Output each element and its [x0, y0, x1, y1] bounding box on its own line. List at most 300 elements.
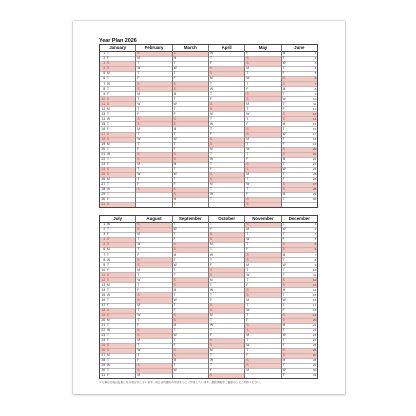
- day-number: 17: [101, 131, 106, 136]
- weekday-letter: S: [173, 86, 176, 91]
- weekday-letter: F: [246, 121, 249, 126]
- weekday-letter: F: [137, 146, 140, 151]
- day-number: 27: [101, 182, 106, 187]
- weekday-letter: S: [107, 237, 110, 242]
- weekday-letter: T: [282, 302, 285, 307]
- weekday-letter: S: [137, 327, 140, 332]
- weekday-letter: M: [282, 51, 286, 56]
- weekday-letter: T: [209, 162, 212, 166]
- weekday-letter: S: [209, 302, 213, 307]
- weekday-letter: W: [137, 172, 141, 177]
- weekday-letter: T: [173, 141, 176, 146]
- weekday-letter: T: [107, 227, 109, 232]
- day-number: 3: [103, 61, 106, 66]
- day-row: [282, 203, 317, 207]
- weekday-letter: T: [107, 121, 109, 126]
- weekday-letter: S: [173, 242, 176, 247]
- month-header: September: [173, 216, 208, 223]
- weekday-letter: T: [282, 66, 285, 71]
- month-header: February: [136, 45, 171, 52]
- weekday-letter: S: [173, 121, 176, 126]
- weekday-letter: W: [173, 136, 177, 141]
- weekday-letter: S: [173, 247, 176, 252]
- weekday-letter: T: [137, 141, 140, 146]
- day-number-right: 1: [314, 51, 317, 56]
- weekday-letter: T: [209, 247, 212, 252]
- weekday-letter: T: [137, 272, 140, 277]
- weekday-letter: T: [209, 353, 212, 358]
- day-row: [209, 203, 244, 207]
- weekday-letter: S: [246, 96, 249, 101]
- day-row: [209, 374, 244, 378]
- weekday-letter: S: [137, 222, 140, 227]
- weekday-letter: F: [246, 247, 249, 252]
- day-row: [282, 374, 317, 378]
- weekday-letter: W: [209, 121, 213, 126]
- weekday-letter: T: [107, 358, 109, 363]
- weekday-letter: S: [137, 156, 140, 161]
- day-number: 21: [101, 322, 106, 327]
- day-number: 11: [101, 272, 106, 277]
- weekday-letter: F: [282, 71, 285, 76]
- day-number-right: 15: [312, 292, 317, 297]
- weekday-letter: T: [107, 287, 109, 292]
- weekday-letter: S: [209, 343, 213, 348]
- weekday-letter: M: [137, 162, 140, 166]
- weekday-letter: F: [246, 192, 249, 197]
- weekday-letter: T: [246, 312, 249, 317]
- weekday-letter: F: [246, 282, 249, 287]
- day-number: 6: [103, 247, 106, 252]
- weekday-letter: T: [107, 156, 109, 161]
- weekday-letter: S: [246, 287, 249, 292]
- weekday-letter: M: [282, 86, 286, 91]
- weekday-letter: S: [282, 111, 285, 116]
- weekday-letter: S: [107, 312, 110, 317]
- day-number-right: 22: [312, 327, 317, 332]
- weekday-letter: M: [209, 76, 213, 81]
- day-number: 15: [101, 121, 106, 126]
- weekday-letter: T: [173, 167, 176, 172]
- day-number: 19: [101, 141, 106, 146]
- day-number: 17: [101, 302, 106, 307]
- weekday-letter: F: [246, 156, 249, 161]
- weekday-letter: T: [246, 302, 249, 307]
- day-number-right: 4: [314, 66, 317, 71]
- weekday-letter: T: [137, 71, 140, 76]
- day-number-right: 12: [312, 106, 317, 111]
- weekday-letter: S: [173, 187, 176, 192]
- weekday-letter: S: [173, 81, 176, 86]
- month-column-march: [172, 45, 208, 207]
- day-row: [100, 374, 135, 378]
- day-number-right: 4: [314, 237, 317, 242]
- day-number-right: 19: [312, 312, 317, 317]
- weekday-letter: S: [209, 307, 213, 312]
- day-number-right: 9: [314, 262, 317, 267]
- weekday-letter: M: [107, 353, 110, 358]
- weekday-letter: S: [173, 51, 176, 56]
- weekday-letter: T: [107, 111, 109, 116]
- weekday-letter: S: [107, 348, 110, 353]
- weekday-letter: T: [173, 292, 176, 297]
- weekday-letter: F: [209, 96, 212, 101]
- weekday-letter: M: [107, 71, 110, 76]
- day-row: [136, 374, 171, 378]
- weekday-letter: W: [282, 368, 286, 373]
- weekday-letter: S: [209, 267, 213, 272]
- weekday-letter: T: [137, 96, 140, 101]
- month-column-april: [208, 45, 244, 207]
- weekday-letter: T: [173, 327, 176, 332]
- weekday-letter: T: [137, 282, 140, 287]
- weekday-letter: S: [246, 91, 249, 96]
- day-number-right: 18: [312, 136, 317, 141]
- weekday-letter: M: [137, 373, 140, 378]
- weekday-letter: M: [173, 252, 177, 257]
- weekday-letter: T: [209, 81, 212, 86]
- weekday-letter: M: [107, 106, 110, 111]
- calendar-half-first: [99, 44, 318, 208]
- weekday-letter: S: [137, 292, 140, 297]
- weekday-letter: W: [246, 146, 250, 151]
- weekday-letter: F: [246, 317, 249, 322]
- weekday-letter: S: [282, 317, 285, 322]
- weekday-letter: M: [282, 192, 286, 197]
- weekday-letter: T: [173, 71, 176, 76]
- day-number-right: 3: [314, 232, 317, 237]
- weekday-letter: W: [107, 151, 111, 156]
- day-number: 24: [101, 167, 106, 172]
- weekday-letter: W: [209, 192, 213, 197]
- month-column-may: [244, 45, 280, 207]
- weekday-letter: S: [282, 348, 285, 353]
- day-number-right: 11: [313, 101, 317, 106]
- weekday-letter: T: [107, 182, 109, 187]
- weekday-letter: S: [282, 151, 285, 156]
- weekday-letter: T: [246, 151, 249, 156]
- weekday-letter: T: [246, 242, 249, 247]
- weekday-letter: S: [246, 252, 249, 257]
- weekday-letter: T: [137, 247, 140, 252]
- day-row: [245, 374, 280, 378]
- weekday-letter: W: [107, 187, 111, 192]
- day-number: 22: [101, 327, 106, 332]
- weekday-letter: F: [173, 182, 176, 187]
- weekday-letter: S: [107, 172, 110, 177]
- weekday-letter: M: [246, 333, 249, 337]
- weekday-letter: W: [282, 131, 286, 136]
- weekday-letter: T: [282, 257, 285, 262]
- day-number-right: 29: [312, 363, 317, 368]
- weekday-letter: T: [173, 131, 176, 136]
- weekday-letter: S: [209, 136, 213, 141]
- weekday-letter: M: [107, 177, 110, 182]
- day-number-right: 28: [312, 358, 317, 363]
- day-number: 5: [103, 242, 106, 247]
- day-number-right: 30: [312, 197, 317, 202]
- day-number: 24: [101, 338, 106, 343]
- month-column-february: [135, 45, 171, 207]
- weekday-letter: W: [137, 242, 141, 247]
- day-number: 20: [101, 146, 106, 151]
- weekday-letter: S: [107, 242, 110, 247]
- weekday-letter: W: [173, 172, 177, 177]
- weekday-letter: W: [209, 156, 213, 161]
- calendar-sheet: [73, 21, 345, 394]
- weekday-letter: F: [173, 76, 176, 81]
- weekday-letter: S: [137, 333, 140, 337]
- weekday-letter: S: [246, 126, 249, 131]
- weekday-letter: W: [173, 297, 177, 302]
- weekday-letter: T: [209, 56, 212, 61]
- weekday-letter: M: [282, 121, 286, 126]
- weekday-letter: M: [137, 338, 140, 343]
- weekday-letter: T: [246, 177, 249, 182]
- day-number-right: 23: [312, 162, 317, 166]
- day-number-right: 12: [312, 277, 317, 282]
- weekday-letter: T: [173, 106, 176, 111]
- day-number: 23: [101, 162, 106, 166]
- weekday-letter: M: [209, 242, 213, 247]
- weekday-letter: T: [282, 197, 285, 202]
- weekday-letter: F: [137, 358, 140, 363]
- day-number: 2: [103, 227, 106, 232]
- day-number-right: 5: [314, 242, 317, 247]
- weekday-letter: F: [282, 141, 285, 146]
- weekday-letter: T: [282, 56, 285, 61]
- day-number: 28: [101, 358, 106, 363]
- weekday-letter: F: [246, 51, 249, 56]
- weekday-letter: T: [282, 162, 285, 166]
- weekday-letter: T: [137, 106, 140, 111]
- weekday-letter: W: [107, 257, 111, 262]
- weekday-letter: M: [209, 146, 213, 151]
- weekday-letter: S: [137, 81, 140, 86]
- day-number-right: 28: [312, 187, 317, 192]
- weekday-letter: S: [209, 338, 213, 343]
- weekday-letter: W: [282, 297, 286, 302]
- weekday-letter: M: [246, 227, 249, 232]
- weekday-letter: S: [137, 151, 140, 156]
- weekday-letter: F: [107, 56, 109, 61]
- day-number: 26: [101, 348, 106, 353]
- weekday-letter: F: [282, 272, 285, 277]
- weekday-letter: T: [282, 363, 285, 368]
- weekday-letter: T: [246, 338, 249, 343]
- weekday-letter: M: [209, 277, 213, 282]
- day-row: [173, 203, 208, 207]
- weekday-letter: S: [107, 136, 110, 141]
- weekday-letter: T: [137, 307, 140, 312]
- weekday-letter: F: [282, 237, 285, 242]
- weekday-letter: T: [173, 338, 176, 343]
- weekday-letter: F: [137, 111, 140, 116]
- weekday-letter: T: [209, 282, 212, 287]
- day-number-right: 17: [312, 302, 317, 307]
- day-number: 26: [101, 177, 106, 182]
- weekday-letter: S: [173, 151, 176, 156]
- weekday-letter: S: [246, 322, 249, 327]
- weekday-letter: M: [246, 297, 249, 302]
- weekday-letter: W: [107, 327, 111, 332]
- weekday-letter: F: [173, 272, 176, 277]
- weekday-letter: S: [107, 66, 110, 71]
- month-column-june: [281, 45, 317, 207]
- weekday-letter: M: [137, 56, 140, 61]
- weekday-letter: M: [173, 322, 177, 327]
- day-number: 9: [103, 262, 106, 267]
- day-number: 10: [101, 96, 106, 101]
- weekday-letter: F: [107, 197, 109, 202]
- weekday-letter: W: [246, 307, 250, 312]
- weekday-letter: S: [107, 61, 110, 66]
- weekday-letter: W: [173, 101, 177, 106]
- weekday-letter: F: [209, 368, 212, 373]
- weekday-letter: F: [137, 76, 140, 81]
- weekday-letter: M: [137, 302, 140, 307]
- weekday-letter: S: [209, 177, 213, 182]
- weekday-letter: S: [282, 76, 285, 81]
- day-number: 1: [103, 222, 106, 227]
- weekday-letter: T: [246, 232, 249, 237]
- weekday-letter: S: [246, 222, 249, 227]
- day-number-right: 21: [312, 322, 317, 327]
- day-number: 2: [103, 56, 106, 61]
- weekday-letter: F: [107, 302, 109, 307]
- weekday-letter: S: [246, 363, 249, 368]
- weekday-letter: T: [173, 363, 176, 368]
- weekday-letter: T: [137, 343, 140, 348]
- weekday-letter: T: [282, 101, 285, 106]
- day-number-right: 14: [312, 116, 317, 121]
- weekday-letter: T: [282, 338, 285, 343]
- day-number: 6: [103, 76, 106, 81]
- weekday-letter: S: [246, 162, 249, 166]
- weekday-letter: S: [209, 66, 213, 71]
- month-header: August: [136, 216, 171, 223]
- weekday-letter: S: [282, 182, 285, 187]
- day-number-right: 20: [312, 317, 317, 322]
- day-number: 23: [101, 333, 106, 337]
- day-number-right: 2: [314, 227, 317, 232]
- weekday-letter: W: [246, 343, 250, 348]
- day-number-right: 10: [312, 96, 317, 101]
- day-number-right: 24: [312, 338, 317, 343]
- weekday-letter: T: [173, 222, 176, 227]
- weekday-letter: S: [137, 51, 140, 56]
- day-number-right: 9: [314, 91, 317, 96]
- weekday-letter: S: [282, 312, 285, 317]
- weekday-letter: W: [246, 237, 250, 242]
- weekday-letter: M: [107, 247, 110, 252]
- day-number-right: 5: [314, 71, 317, 76]
- weekday-letter: S: [246, 167, 249, 172]
- day-number-right: 26: [312, 348, 317, 353]
- month-header: April: [209, 45, 244, 52]
- weekday-letter: F: [173, 343, 176, 348]
- weekday-letter: S: [137, 86, 140, 91]
- day-number-right: 10: [312, 267, 317, 272]
- weekday-letter: S: [209, 232, 213, 237]
- month-header: May: [245, 45, 280, 52]
- weekday-letter: W: [282, 96, 286, 101]
- weekday-letter: W: [209, 86, 213, 91]
- month-header: October: [209, 216, 244, 223]
- day-number: 25: [101, 343, 106, 348]
- weekday-letter: T: [137, 237, 140, 242]
- weekday-letter: T: [246, 71, 249, 76]
- weekday-letter: M: [173, 56, 177, 61]
- weekday-letter: T: [107, 192, 109, 197]
- weekday-letter: S: [282, 282, 285, 287]
- page-title: Year Plan 2026: [99, 38, 137, 44]
- day-row: [245, 203, 280, 207]
- weekday-letter: S: [107, 167, 110, 172]
- weekday-letter: F: [173, 237, 176, 242]
- weekday-letter: W: [137, 101, 141, 106]
- weekday-letter: S: [173, 116, 176, 121]
- weekday-letter: W: [246, 182, 250, 187]
- weekday-letter: S: [173, 156, 176, 161]
- weekday-letter: S: [173, 348, 176, 353]
- weekday-letter: F: [137, 182, 140, 187]
- weekday-letter: W: [282, 61, 286, 66]
- month-column-july: [100, 216, 135, 378]
- day-number: 29: [101, 363, 106, 368]
- weekday-letter: W: [107, 363, 111, 368]
- weekday-letter: W: [107, 292, 111, 297]
- weekday-letter: F: [107, 338, 109, 343]
- month-column-december: [281, 216, 317, 378]
- weekday-letter: T: [282, 292, 285, 297]
- weekday-letter: T: [282, 327, 285, 332]
- month-column-october: [208, 216, 244, 378]
- weekday-letter: T: [282, 91, 285, 96]
- weekday-letter: S: [107, 202, 110, 207]
- day-row: [173, 374, 208, 378]
- weekday-letter: M: [173, 358, 177, 363]
- weekday-letter: T: [107, 86, 109, 91]
- weekday-letter: M: [209, 111, 213, 116]
- weekday-letter: T: [282, 232, 285, 237]
- weekday-letter: T: [173, 202, 176, 207]
- weekday-letter: S: [209, 106, 213, 111]
- weekday-letter: T: [107, 252, 109, 257]
- weekday-letter: T: [246, 267, 249, 272]
- weekday-letter: S: [137, 297, 140, 302]
- weekday-letter: W: [173, 368, 177, 373]
- weekday-letter: S: [173, 312, 176, 317]
- day-number-right: 25: [312, 343, 317, 348]
- weekday-letter: W: [137, 277, 141, 282]
- weekday-letter: S: [107, 96, 110, 101]
- day-number-right: 7: [314, 252, 317, 257]
- day-number: 31: [101, 202, 106, 207]
- day-number: 30: [101, 368, 106, 373]
- weekday-letter: M: [282, 156, 286, 161]
- day-number-right: 22: [312, 156, 317, 161]
- footnote: ※行事の日程は変更になる場合がございます。祝日は内閣府の発表をもとに作成しています。最新情報をご確認のうえご利用ください。: [99, 381, 263, 384]
- weekday-letter: T: [282, 373, 285, 378]
- weekday-letter: S: [107, 272, 110, 277]
- weekday-letter: M: [173, 197, 177, 202]
- weekday-letter: S: [246, 257, 249, 262]
- weekday-letter: T: [209, 317, 212, 322]
- weekday-letter: T: [282, 222, 285, 227]
- weekday-letter: S: [246, 131, 249, 136]
- weekday-letter: T: [246, 141, 249, 146]
